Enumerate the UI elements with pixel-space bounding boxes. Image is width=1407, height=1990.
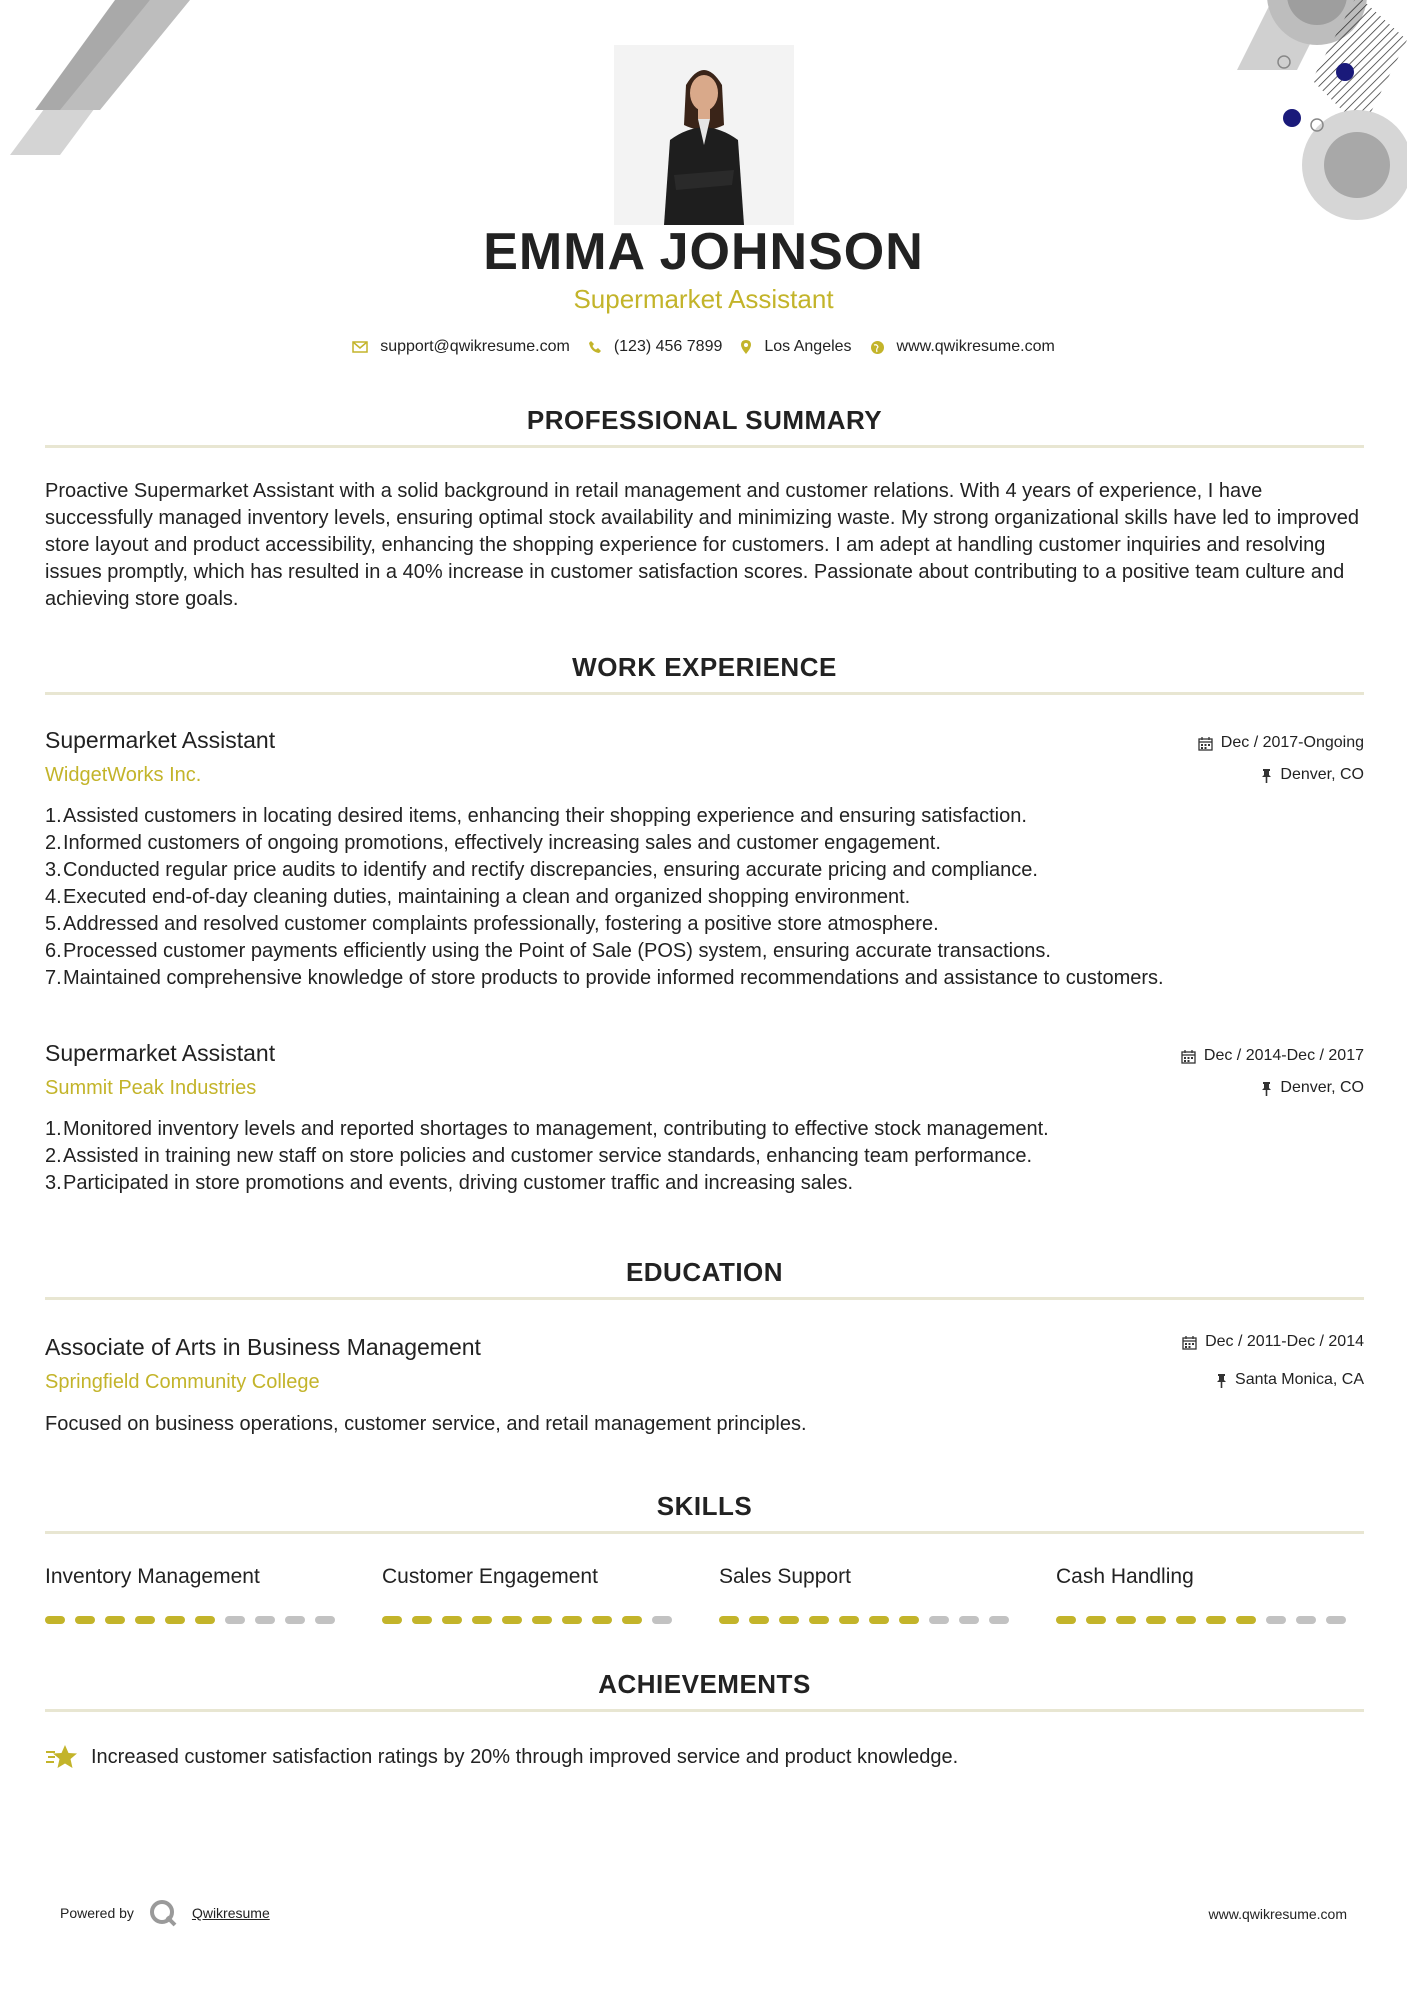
summary-divider [45,445,1364,448]
job-2-dates [1181,1047,1364,1065]
skill-name: Customer Engagement [382,1565,598,1588]
location-text: Los Angeles [764,338,852,355]
skill-dot-empty [959,1616,979,1624]
skill-dot-empty [929,1616,949,1624]
pushpin-icon [1261,768,1272,783]
skill-dot-filled [135,1616,155,1624]
job-2-dates-text: Dec / 2014-Dec / 2017 [1203,1047,1364,1064]
skill-dot-filled [45,1616,65,1624]
skill-dot-empty [315,1616,335,1624]
qwikresume-link[interactable]: Qwikresume [191,1905,270,1921]
achievements-heading: ACHIEVEMENTS [598,1669,811,1699]
skill-item [45,1565,345,1624]
qwikresume-logo-icon [148,1898,178,1928]
skill-rating [45,1616,345,1624]
calendar-icon [1181,1049,1196,1064]
skill-dot-empty [989,1616,1009,1624]
skill-rating [719,1616,1019,1624]
skill-name: Sales Support [719,1565,851,1588]
skill-dot-filled [779,1616,799,1624]
candidate-name: EMMA JOHNSON [483,223,924,281]
profile-photo [614,45,794,225]
job-2-bullets [45,1116,1375,1197]
skill-dot-filled [809,1616,829,1624]
skill-dot-filled [1056,1616,1076,1624]
job-1-bullets [45,803,1375,992]
contact-email[interactable] [352,338,570,356]
job-2-title: Supermarket Assistant [45,1040,276,1066]
skills-heading: SKILLS [656,1491,753,1521]
skill-dot-filled [195,1616,215,1624]
job-1-title: Supermarket Assistant [45,727,276,753]
pushpin-icon [1261,1081,1272,1096]
skill-dot-filled [1236,1616,1256,1624]
skill-dot-filled [412,1616,432,1624]
skill-rating [382,1616,682,1624]
education-location [1216,1371,1364,1389]
contact-website[interactable] [870,338,1055,356]
skill-dot-empty [255,1616,275,1624]
skill-dot-filled [105,1616,125,1624]
skill-dot-filled [442,1616,462,1624]
education-description: Focused on business operations, customer service, and retail management principles. [45,1413,807,1435]
skill-dot-filled [562,1616,582,1624]
skill-rating [1056,1616,1356,1624]
skill-dot-empty [225,1616,245,1624]
pushpin-icon [1216,1373,1227,1388]
calendar-icon [1182,1335,1197,1350]
summary-text: Proactive Supermarket Assistant with a solid background in retail management and customer relations. With 4 years of experience, I have successfully managed inventory levels, ensuring optimal stock availability and minimizing waste. My strong organizational skills have led to improved store layout and product accessibility, enhancing the shopping experience for customers. I am adept at handling customer inquiries and resolving issues promptly, which has resulted in a 40% increase in customer satisfaction scores. Passionate about contributing to a positive team culture and achieving store goals. [45,480,1359,610]
skill-dot-filled [472,1616,492,1624]
skills-divider [45,1531,1364,1534]
list-item: 1.Monitored inventory levels and reported shortages to management, contributing to effective stock management. [45,1118,1049,1140]
skill-dot-filled [839,1616,859,1624]
envelope-icon [352,341,368,353]
footer-website[interactable]: www.qwikresume.com [1208,1906,1347,1922]
list-item: 3.Participated in store promotions and events, driving customer traffic and increasing sales. [45,1172,854,1194]
skill-dot-filled [502,1616,522,1624]
phone-icon [588,340,602,354]
education-location-text: Santa Monica, CA [1235,1371,1364,1388]
skill-dot-filled [592,1616,612,1624]
achievement-item [45,1743,958,1771]
powered-by-label: Powered by [60,1905,134,1921]
skill-dot-empty [1326,1616,1346,1624]
skill-dot-filled [899,1616,919,1624]
list-item: 6.Processed customer payments efficiently using the Point of Sale (POS) system, ensuring accurate transactions. [45,940,1051,962]
skill-dot-filled [719,1616,739,1624]
education-school: Springfield Community College [45,1371,320,1393]
experience-heading: WORK EXPERIENCE [572,652,837,682]
skill-dot-filled [622,1616,642,1624]
website-text: www.qwikresume.com [896,338,1055,355]
education-dates-text: Dec / 2011-Dec / 2014 [1205,1333,1364,1350]
contact-location [740,338,851,356]
skill-name: Inventory Management [45,1565,260,1588]
skill-dot-filled [165,1616,185,1624]
skill-dot-filled [75,1616,95,1624]
decorative-shapes [1167,0,1407,230]
star-icon [45,1743,79,1771]
map-pin-icon [740,339,752,355]
job-1-dates [1198,734,1364,752]
skill-dot-filled [532,1616,552,1624]
job-2-company: Summit Peak Industries [45,1077,257,1099]
list-item: 3.Conducted regular price audits to identify and rectify discrepancies, ensuring accurate pricing and compliance. [45,859,1038,881]
job-2-location-text: Denver, CO [1280,1079,1364,1096]
skill-item [1056,1565,1356,1624]
list-item: 2.Assisted in training new staff on store policies and customer service standards, enhancing team performance. [45,1145,1033,1167]
achievement-text: Increased customer satisfaction ratings by 20% through improved service and product knowledge. [91,1745,959,1768]
achievements-divider [45,1709,1364,1712]
skill-item [719,1565,1019,1624]
education-divider [45,1297,1364,1300]
decorative-stripes [0,0,240,160]
skill-dot-empty [285,1616,305,1624]
list-item: 4.Executed end-of-day cleaning duties, maintaining a clean and organized shopping environment. [45,886,911,908]
skill-dot-empty [1266,1616,1286,1624]
job-2-location [1261,1079,1364,1097]
skill-dot-filled [1116,1616,1136,1624]
skill-dot-filled [749,1616,769,1624]
skill-dot-filled [1176,1616,1196,1624]
education-heading: EDUCATION [625,1257,784,1287]
phone-text: (123) 456 7899 [613,338,723,355]
skill-dot-filled [1206,1616,1226,1624]
skill-item [382,1565,682,1624]
globe-icon [870,340,885,355]
skill-dot-filled [1086,1616,1106,1624]
list-item: 1.Assisted customers in locating desired items, enhancing their shopping experience and ensuring satisfaction. [45,805,1027,827]
skill-dot-filled [382,1616,402,1624]
skill-name: Cash Handling [1056,1565,1194,1588]
education-degree: Associate of Arts in Business Management [45,1334,481,1360]
list-item: 2.Informed customers of ongoing promotions, effectively increasing sales and customer engagement. [45,832,941,854]
job-1-location [1261,766,1364,784]
job-1-company: WidgetWorks Inc. [45,764,202,786]
summary-heading: PROFESSIONAL SUMMARY [526,405,883,435]
experience-divider [45,692,1364,695]
list-item: 7.Maintained comprehensive knowledge of store products to provide informed recommendations and assistance to customers. [45,967,1164,989]
email-text: support@qwikresume.com [380,338,570,355]
calendar-icon [1198,736,1213,751]
skill-dot-filled [869,1616,889,1624]
education-dates [1182,1333,1364,1351]
contact-phone[interactable] [588,338,723,356]
skill-dot-filled [1146,1616,1166,1624]
skill-dot-empty [652,1616,672,1624]
list-item: 5.Addressed and resolved customer complaints professionally, fostering a positive store atmosphere. [45,913,939,935]
job-title-headline: Supermarket Assistant [573,284,834,314]
skill-dot-empty [1296,1616,1316,1624]
job-1-location-text: Denver, CO [1280,766,1364,783]
job-1-dates-text: Dec / 2017-Ongoing [1220,734,1364,751]
contact-bar [0,338,1407,356]
footer-branding [60,1898,270,1928]
